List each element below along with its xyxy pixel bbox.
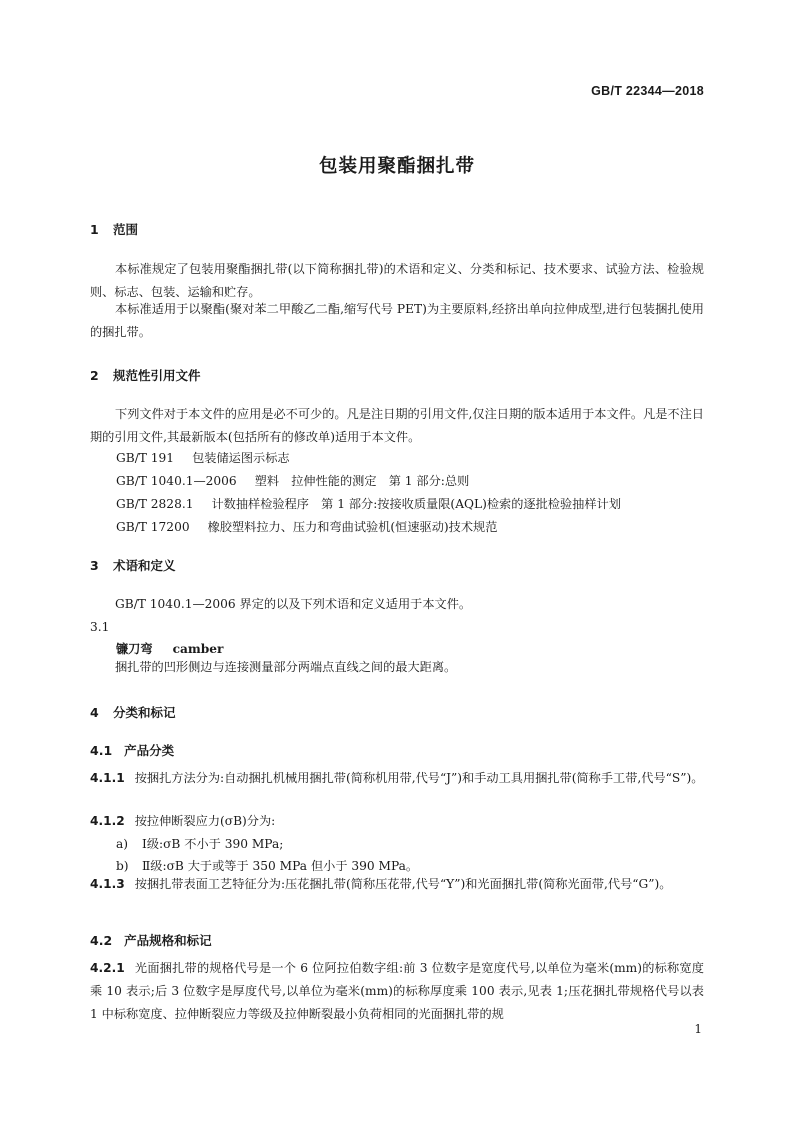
subsection-number: 4.1 <box>90 743 113 758</box>
clause-4-1-2 <box>90 810 704 833</box>
reference-item <box>116 449 290 466</box>
reference-title: 包装储运图示标志 <box>192 451 290 465</box>
list-marker: a) <box>116 837 129 851</box>
section-title: 范围 <box>113 222 139 237</box>
section-number: 2 <box>90 368 99 383</box>
reference-item <box>116 472 469 489</box>
section-2-heading <box>90 366 704 384</box>
clause-text: 光面捆扎带的规格代号是一个 6 位阿拉伯数字组:前 3 位数字是宽度代号,以单位为毫米(mm)的标称宽度乘 10 表示;后 3 位数字是厚度代号,以单位为毫米(mm)的标称厚度乘 100 表示,见表 1;压花捆扎带规格代号以表 1 中标称宽度、拉伸断裂应力等级及拉伸断裂最小负荷相同的光面捆扎带的规 <box>90 961 704 1021</box>
section-4-heading <box>90 703 704 721</box>
scope-paragraph-1: 本标准规定了包装用聚酯捆扎带(以下简称捆扎带)的术语和定义、分类和标记、技术要求、试验方法、检验规则、标志、包装、运输和贮存。 <box>90 262 704 299</box>
clause-text: 按拉伸断裂应力(σB)分为: <box>134 814 276 828</box>
reference-title: 橡胶塑料拉力、压力和弯曲试验机(恒速驱动)技术规范 <box>207 520 498 534</box>
standard-code: GB/T 22344—2018 <box>591 84 704 98</box>
term-number: 3.1 <box>90 620 110 634</box>
section-title: 术语和定义 <box>113 558 176 573</box>
section-number: 1 <box>90 222 99 237</box>
subsection-title: 产品分类 <box>124 743 175 758</box>
reference-title: 计数抽样检验程序 第 1 部分:按接收质量限(AQL)检索的逐批检验抽样计划 <box>211 497 621 511</box>
clause-number: 4.1.3 <box>90 877 125 891</box>
section-number: 4 <box>90 705 99 720</box>
reference-code: GB/T 17200 <box>116 520 190 534</box>
page-number: 1 <box>694 1022 702 1036</box>
clause-4-1-3 <box>90 873 704 896</box>
subsection-4-2-heading <box>90 931 704 949</box>
section-3-heading <box>90 556 704 574</box>
reference-code: GB/T 191 <box>116 451 175 465</box>
reference-title: 塑料 拉伸性能的测定 第 1 部分:总则 <box>254 474 470 488</box>
clause-text: 按捆扎方法分为:自动捆扎机械用捆扎带(简称机用带,代号“J”)和手动工具用捆扎带(简称手工带,代号“S”)。 <box>134 771 704 785</box>
section-number: 3 <box>90 558 99 573</box>
clause-number: 4.1.1 <box>90 771 125 785</box>
clause-number: 4.1.2 <box>90 814 125 828</box>
reference-code: GB/T 2828.1 <box>116 497 194 511</box>
clause-text: 按捆扎带表面工艺特征分为:压花捆扎带(简称压花带,代号“Y”)和光面捆扎带(简称光面带,代号“G”)。 <box>134 877 672 891</box>
list-item <box>116 857 418 874</box>
reference-code: GB/T 1040.1—2006 <box>116 474 237 488</box>
subsection-number: 4.2 <box>90 933 113 948</box>
section-title: 分类和标记 <box>113 705 176 720</box>
term-entry <box>116 640 223 657</box>
term-english: camber <box>172 642 224 656</box>
clause-4-1-1 <box>90 767 704 790</box>
scope-paragraph-2: 本标准适用于以聚酯(聚对苯二甲酸乙二酯,缩写代号 PET)为主要原料,经挤出单向拉伸成型,进行包装捆扎使用的捆扎带。 <box>90 302 704 339</box>
clause-4-2-1 <box>90 957 704 1026</box>
reference-item <box>116 495 621 512</box>
clause-number: 4.2.1 <box>90 961 125 975</box>
subsection-4-1-heading <box>90 741 704 759</box>
list-text: Ⅱ级:σB 大于或等于 350 MPa 但小于 390 MPa。 <box>142 859 419 873</box>
terms-intro-paragraph: GB/T 1040.1—2006 界定的以及下列术语和定义适用于本文件。 <box>115 597 472 611</box>
list-text: Ⅰ级:σB 不小于 390 MPa; <box>142 837 284 851</box>
list-marker: b) <box>116 859 129 873</box>
section-title: 规范性引用文件 <box>113 368 201 383</box>
term-definition: 捆扎带的凹形侧边与连接测量部分两端点直线之间的最大距离。 <box>115 660 457 674</box>
term-chinese: 镰刀弯 <box>116 642 153 656</box>
normative-refs-paragraph: 下列文件对于本文件的应用是必不可少的。凡是注日期的引用文件,仅注日期的版本适用于本文件。凡是不注日期的引用文件,其最新版本(包括所有的修改单)适用于本文件。 <box>90 407 704 444</box>
subsection-title: 产品规格和标记 <box>124 933 212 948</box>
document-title: 包装用聚酯捆扎带 <box>318 156 475 177</box>
list-item <box>116 835 283 852</box>
reference-item <box>116 518 497 535</box>
section-1-heading <box>90 220 704 238</box>
